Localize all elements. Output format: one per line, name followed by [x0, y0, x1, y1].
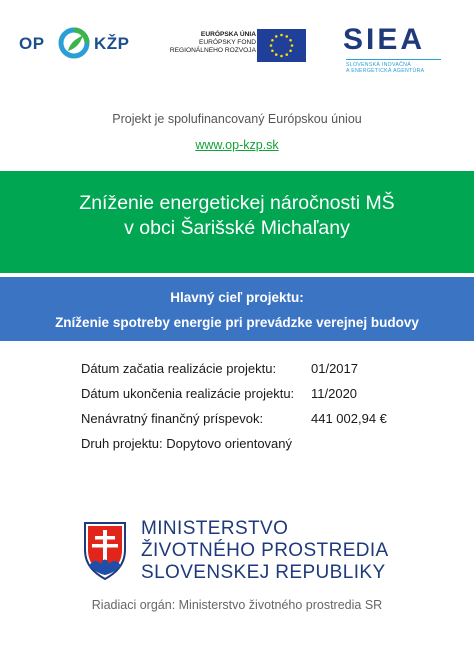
ministry-line-3: SLOVENSKEJ REPUBLIKY [141, 562, 386, 583]
detail-label: Nenávratný finančný príspevok: [81, 411, 264, 426]
kzp-logo-text: KŽP [94, 34, 130, 53]
op-logo-text: OP [19, 34, 45, 53]
op-kzp-logo [19, 26, 135, 62]
project-goal-band [0, 277, 474, 341]
eu-line-3: REGIONÁLNEHO ROZVOJA [169, 47, 256, 55]
siea-sub-line-1: SLOVENSKÁ INOVAČNÁ [346, 62, 411, 68]
detail-value: 01/2017 [311, 361, 358, 376]
siea-wordmark: SIEA [343, 23, 426, 56]
eu-line-1: EURÓPSKA ÚNIA [200, 31, 256, 38]
goal-text: Zníženie spotreby energie pri prevádzke verejnej budovy [55, 315, 419, 330]
detail-value: 441 002,94 € [311, 411, 387, 426]
ministry-line-2: ŽIVOTNÉHO PROSTREDIA [141, 540, 389, 561]
detail-label: Druh projektu: Dopytovo orientovaný [81, 436, 293, 451]
slovak-coat-of-arms-icon [82, 520, 128, 582]
eu-fund-text [170, 31, 256, 56]
siea-logo [343, 25, 443, 75]
op-kzp-ring-icon [57, 26, 91, 60]
eu-line-2: EURÓPSKY FOND [198, 39, 256, 47]
siea-divider [346, 59, 441, 60]
ministry-line-1: MINISTERSTVO [141, 518, 289, 539]
detail-value: 11/2020 [311, 386, 358, 401]
eu-flag-icon [257, 29, 306, 62]
detail-label: Dátum ukončenia realizácie projektu: [81, 386, 295, 401]
project-title-line-1: Zníženie energetickej náročnosti MŠ [79, 192, 395, 214]
siea-subtitle [346, 62, 424, 74]
ministry-name [141, 518, 389, 584]
project-title-line-2: v obci Šarišské Michaľany [124, 217, 350, 239]
siea-sub-line-2: A ENERGETICKÁ AGENTÚRA [346, 68, 425, 75]
project-title-band [0, 171, 474, 273]
managing-authority-text: Riadiaci orgán: Ministerstvo životného prostredia SR [91, 598, 383, 612]
website-link[interactable]: www.op-kzp.sk [195, 138, 279, 152]
cofinance-text: Projekt je spolufinancovaný Európskou úniou [112, 112, 362, 126]
detail-label: Dátum začatia realizácie projektu: [81, 361, 277, 376]
goal-heading: Hlavný cieľ projektu: [170, 290, 304, 305]
